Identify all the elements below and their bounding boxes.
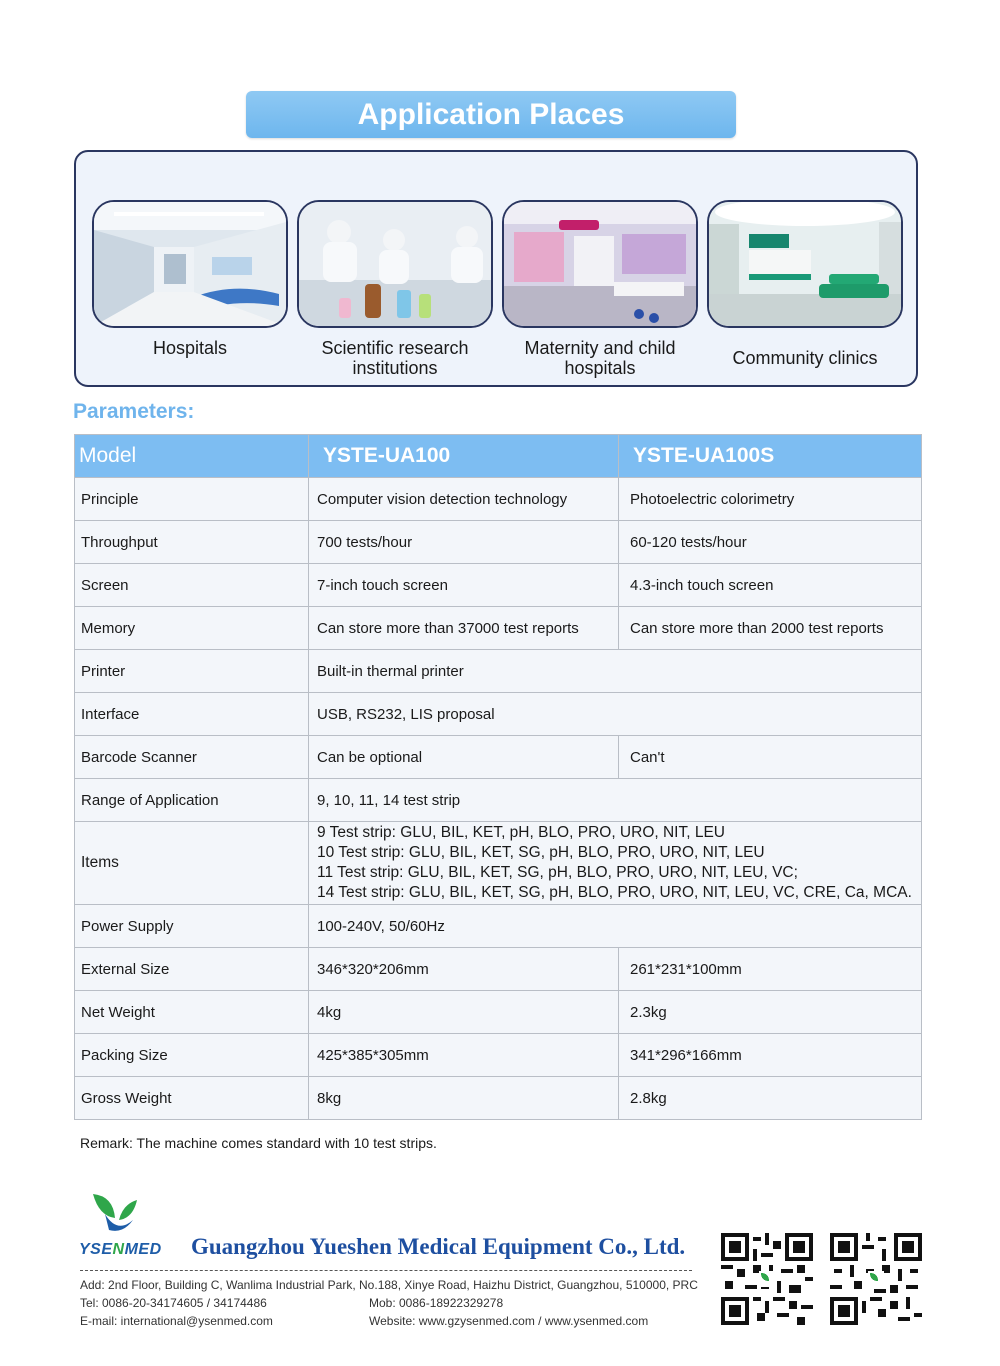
row-label: Throughput bbox=[75, 521, 309, 564]
place-card-hospitals bbox=[92, 200, 288, 358]
table-row bbox=[75, 564, 922, 607]
place-caption bbox=[297, 338, 493, 378]
place-caption bbox=[92, 338, 288, 358]
cell-shared: 9, 10, 11, 14 test strip bbox=[309, 779, 922, 822]
place-card-maternity bbox=[502, 200, 698, 378]
items-line: 9 Test strip: GLU, BIL, KET, pH, BLO, PRO, URO, NIT, LEU bbox=[317, 824, 726, 841]
cell-ua100s: Can't bbox=[619, 736, 922, 779]
caption-line: hospitals bbox=[564, 358, 636, 378]
cell-ua100: Can store more than 37000 test reports bbox=[309, 607, 619, 650]
row-label: Net Weight bbox=[75, 991, 309, 1034]
cell-ua100: 346*320*206mm bbox=[309, 948, 619, 991]
logo-text-part: YSE bbox=[79, 1241, 113, 1258]
table-row bbox=[75, 607, 922, 650]
row-label: Printer bbox=[75, 650, 309, 693]
table-row bbox=[75, 905, 922, 948]
laboratory-photo bbox=[297, 200, 493, 328]
cell-ua100: 8kg bbox=[309, 1077, 619, 1120]
row-label: Gross Weight bbox=[75, 1077, 309, 1120]
table-row bbox=[75, 948, 922, 991]
items-line: 11 Test strip: GLU, BIL, KET, SG, pH, BLO, PRO, URO, NIT, LEU, VC; bbox=[317, 864, 798, 881]
table-row bbox=[75, 478, 922, 521]
table-row bbox=[75, 779, 922, 822]
table-row bbox=[75, 1034, 922, 1077]
qr-code-icon bbox=[830, 1233, 922, 1325]
cell-items bbox=[309, 822, 922, 905]
row-label: Screen bbox=[75, 564, 309, 607]
logo-text-part: MED bbox=[124, 1241, 162, 1258]
table-header-row bbox=[75, 435, 922, 478]
cell-ua100: Can be optional bbox=[309, 736, 619, 779]
items-line: 10 Test strip: GLU, BIL, KET, SG, pH, BLO, PRO, URO, NIT, LEU bbox=[317, 844, 765, 861]
caption-line: Community clinics bbox=[732, 348, 878, 368]
footer-mobile: Mob: 0086-18922329278 bbox=[369, 1296, 504, 1310]
caption-line: institutions bbox=[352, 358, 438, 378]
place-card-research bbox=[297, 200, 493, 378]
cell-ua100s: Photoelectric colorimetry bbox=[619, 478, 922, 521]
table-row bbox=[75, 991, 922, 1034]
cell-shared: 100-240V, 50/60Hz bbox=[309, 905, 922, 948]
maternity-hall-photo bbox=[502, 200, 698, 328]
row-label: Barcode Scanner bbox=[75, 736, 309, 779]
footer-website: Website: www.gzysenmed.com / www.ysenmed.com bbox=[369, 1314, 649, 1328]
logo-text-part: N bbox=[112, 1241, 125, 1258]
footer-tel: Tel: 0086-20-34174605 / 34174486 bbox=[80, 1296, 267, 1310]
row-label: Range of Application bbox=[75, 779, 309, 822]
row-label: Packing Size bbox=[75, 1034, 309, 1077]
hospital-interior-photo bbox=[92, 200, 288, 328]
table-row bbox=[75, 1077, 922, 1120]
table-row bbox=[75, 736, 922, 779]
cell-ua100s: Can store more than 2000 test reports bbox=[619, 607, 922, 650]
company-name: Guangzhou Yueshen Medical Equipment Co., Ltd. bbox=[191, 1234, 686, 1259]
cell-ua100: Computer vision detection technology bbox=[309, 478, 619, 521]
cell-ua100s: 261*231*100mm bbox=[619, 948, 922, 991]
cell-ua100s: 2.8kg bbox=[619, 1077, 922, 1120]
application-places-panel bbox=[74, 150, 918, 387]
row-label: Items bbox=[75, 822, 309, 905]
parameters-heading: Parameters: bbox=[73, 400, 195, 423]
table-row bbox=[75, 822, 922, 905]
row-label: External Size bbox=[75, 948, 309, 991]
table-row bbox=[75, 693, 922, 736]
cell-shared: Built-in thermal printer bbox=[309, 650, 922, 693]
header-ua100: YSTE-UA100 bbox=[309, 435, 619, 478]
cell-ua100s: 4.3-inch touch screen bbox=[619, 564, 922, 607]
footer-address: Add: 2nd Floor, Building C, Wanlima Industrial Park, No.188, Xinye Road, Haizhu District, Guangzhou, 510000, PRC bbox=[80, 1278, 698, 1292]
qr-code-icon bbox=[721, 1233, 813, 1325]
row-label: Memory bbox=[75, 607, 309, 650]
footer-email: E-mail: international@ysenmed.com bbox=[80, 1314, 273, 1328]
header-model: Model bbox=[75, 435, 309, 478]
remark-text: Remark: The machine comes standard with 10 test strips. bbox=[80, 1135, 437, 1151]
row-label: Power Supply bbox=[75, 905, 309, 948]
cell-ua100: 700 tests/hour bbox=[309, 521, 619, 564]
cell-ua100: 7-inch touch screen bbox=[309, 564, 619, 607]
place-card-clinics bbox=[707, 200, 903, 368]
caption-line: Scientific research bbox=[321, 338, 469, 358]
place-caption bbox=[707, 348, 903, 368]
footer-divider bbox=[80, 1270, 692, 1271]
clinic-reception-photo bbox=[707, 200, 903, 328]
cell-ua100: 425*385*305mm bbox=[309, 1034, 619, 1077]
logo-wordmark bbox=[79, 1241, 162, 1259]
row-label: Interface bbox=[75, 693, 309, 736]
table-row bbox=[75, 650, 922, 693]
table-row bbox=[75, 521, 922, 564]
cell-ua100: 4kg bbox=[309, 991, 619, 1034]
parameters-table bbox=[74, 434, 922, 1120]
items-line: 14 Test strip: GLU, BIL, KET, SG, pH, BLO, PRO, URO, NIT, LEU, VC, CRE, Ca, MCA. bbox=[317, 884, 912, 901]
page-banner-title: Application Places bbox=[246, 91, 736, 138]
caption-line: Hospitals bbox=[152, 338, 228, 358]
cell-ua100s: 341*296*166mm bbox=[619, 1034, 922, 1077]
header-ua100s: YSTE-UA100S bbox=[619, 435, 922, 478]
cell-ua100s: 60-120 tests/hour bbox=[619, 521, 922, 564]
row-label: Principle bbox=[75, 478, 309, 521]
caption-line: Maternity and child bbox=[524, 338, 676, 358]
cell-shared: USB, RS232, LIS proposal bbox=[309, 693, 922, 736]
place-caption bbox=[502, 338, 698, 378]
cell-ua100s: 2.3kg bbox=[619, 991, 922, 1034]
